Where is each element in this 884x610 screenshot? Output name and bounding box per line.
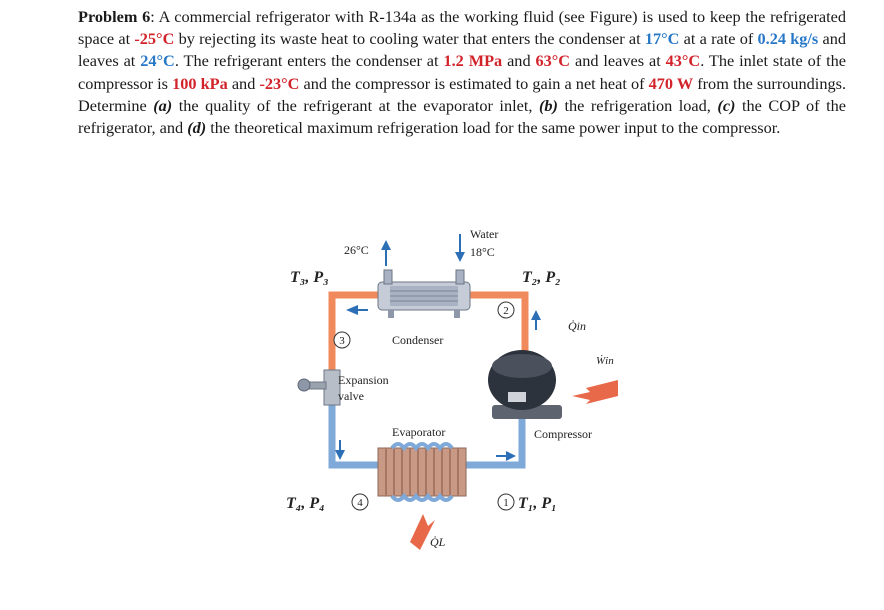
problem-segment: -23°C bbox=[259, 73, 300, 93]
problem-segment: and the compressor is estimated to gain a net heat of bbox=[299, 73, 649, 93]
water-label: Water bbox=[470, 227, 499, 241]
problem-segment: the quality of the refrigerant at the evaporator inlet, bbox=[172, 95, 539, 115]
problem-segment: and bbox=[502, 51, 536, 71]
problem-segment: (a) bbox=[153, 95, 173, 115]
problem-segment: 1.2 MPa bbox=[443, 51, 503, 71]
node-2-label: 2 bbox=[503, 305, 509, 317]
state-2-label: T₂, P₂ bbox=[522, 269, 561, 286]
problem-segment: the theoretical maximum refrigeration load for the same power input to the compressor. bbox=[206, 118, 781, 138]
state-1-label: T₁, P₁ bbox=[518, 495, 557, 512]
w-in-label: Ẇin bbox=[596, 355, 614, 367]
problem-segment: the refrigeration load, bbox=[557, 95, 718, 115]
compressor-label: Compressor bbox=[534, 427, 592, 441]
flow-arrow-left-icon bbox=[346, 305, 358, 315]
condenser-label: Condenser bbox=[392, 333, 444, 347]
state-4-label: T₄, P₄ bbox=[286, 495, 325, 512]
problem-segment: 17°C bbox=[644, 29, 680, 49]
problem-segment: (b) bbox=[538, 95, 558, 115]
problem-segment: 0.24 kg/s bbox=[757, 29, 819, 49]
q-l-label: Q̇L bbox=[430, 535, 446, 549]
problem-segment: and bbox=[227, 73, 260, 93]
problem-label: Problem 6 bbox=[78, 7, 151, 26]
problem-segment: from the surroundings. Determine bbox=[78, 73, 847, 115]
problem-segment: at a rate of bbox=[679, 29, 758, 49]
compressor-unit bbox=[488, 350, 562, 419]
expansion-label-1: Expansion bbox=[338, 373, 389, 387]
water-in-arrow-icon bbox=[455, 252, 465, 262]
evaporator-label: Evaporator bbox=[392, 425, 446, 439]
problem-segment: 24°C bbox=[140, 51, 175, 71]
evaporator-unit bbox=[378, 444, 466, 500]
node-1-label: 1 bbox=[503, 497, 509, 509]
problem-segment: by rejecting its waste heat to cooling water that enters the condenser at bbox=[174, 29, 645, 49]
problem-body bbox=[78, 7, 846, 137]
problem-segment: 100 kPa bbox=[172, 73, 228, 93]
node-3-label: 3 bbox=[339, 335, 345, 347]
q-in-label: Q̇in bbox=[568, 319, 586, 333]
problem-segment: 470 W bbox=[648, 73, 694, 93]
pipe-compressor-to-condenser bbox=[468, 295, 525, 360]
pipe-evaporator-to-compressor bbox=[465, 415, 522, 465]
expansion-valve bbox=[298, 370, 340, 405]
problem-segment: (c) bbox=[717, 95, 736, 115]
problem-segment: : A commercial refrigerator with R-134a as the working fluid (see Figure) is used to keep the refrigerated space at bbox=[78, 7, 846, 49]
problem-segment: . The refrigerant enters the condenser at bbox=[174, 51, 444, 71]
water-in-temp: 18°C bbox=[470, 245, 495, 259]
condenser-unit bbox=[378, 270, 470, 318]
problem-segment: 43°C bbox=[665, 51, 701, 71]
win-arrow-icon bbox=[572, 380, 618, 404]
state-3-label: T₃, P₃ bbox=[290, 269, 329, 286]
problem-segment: and leaves at bbox=[570, 51, 666, 71]
flow-arrow-up-icon bbox=[531, 310, 541, 320]
refrigeration-cycle-figure bbox=[260, 220, 630, 560]
flow-arrow-down-icon bbox=[335, 450, 345, 460]
problem-segment: -25°C bbox=[134, 29, 175, 49]
problem-segment: 63°C bbox=[535, 51, 571, 71]
node-4-label: 4 bbox=[357, 497, 363, 509]
water-out-temp: 26°C bbox=[344, 243, 369, 257]
flow-arrow-right-icon bbox=[506, 451, 516, 461]
problem-segment: and leaves at bbox=[78, 29, 847, 71]
problem-segment: . The inlet state of the compressor is bbox=[78, 51, 847, 93]
expansion-label-2: valve bbox=[338, 389, 364, 403]
problem-segment: the COP of the refrigerator, and bbox=[78, 95, 846, 138]
problem-segment: (d) bbox=[187, 118, 207, 138]
water-out-arrow-icon bbox=[381, 240, 391, 250]
problem-statement bbox=[78, 6, 846, 139]
